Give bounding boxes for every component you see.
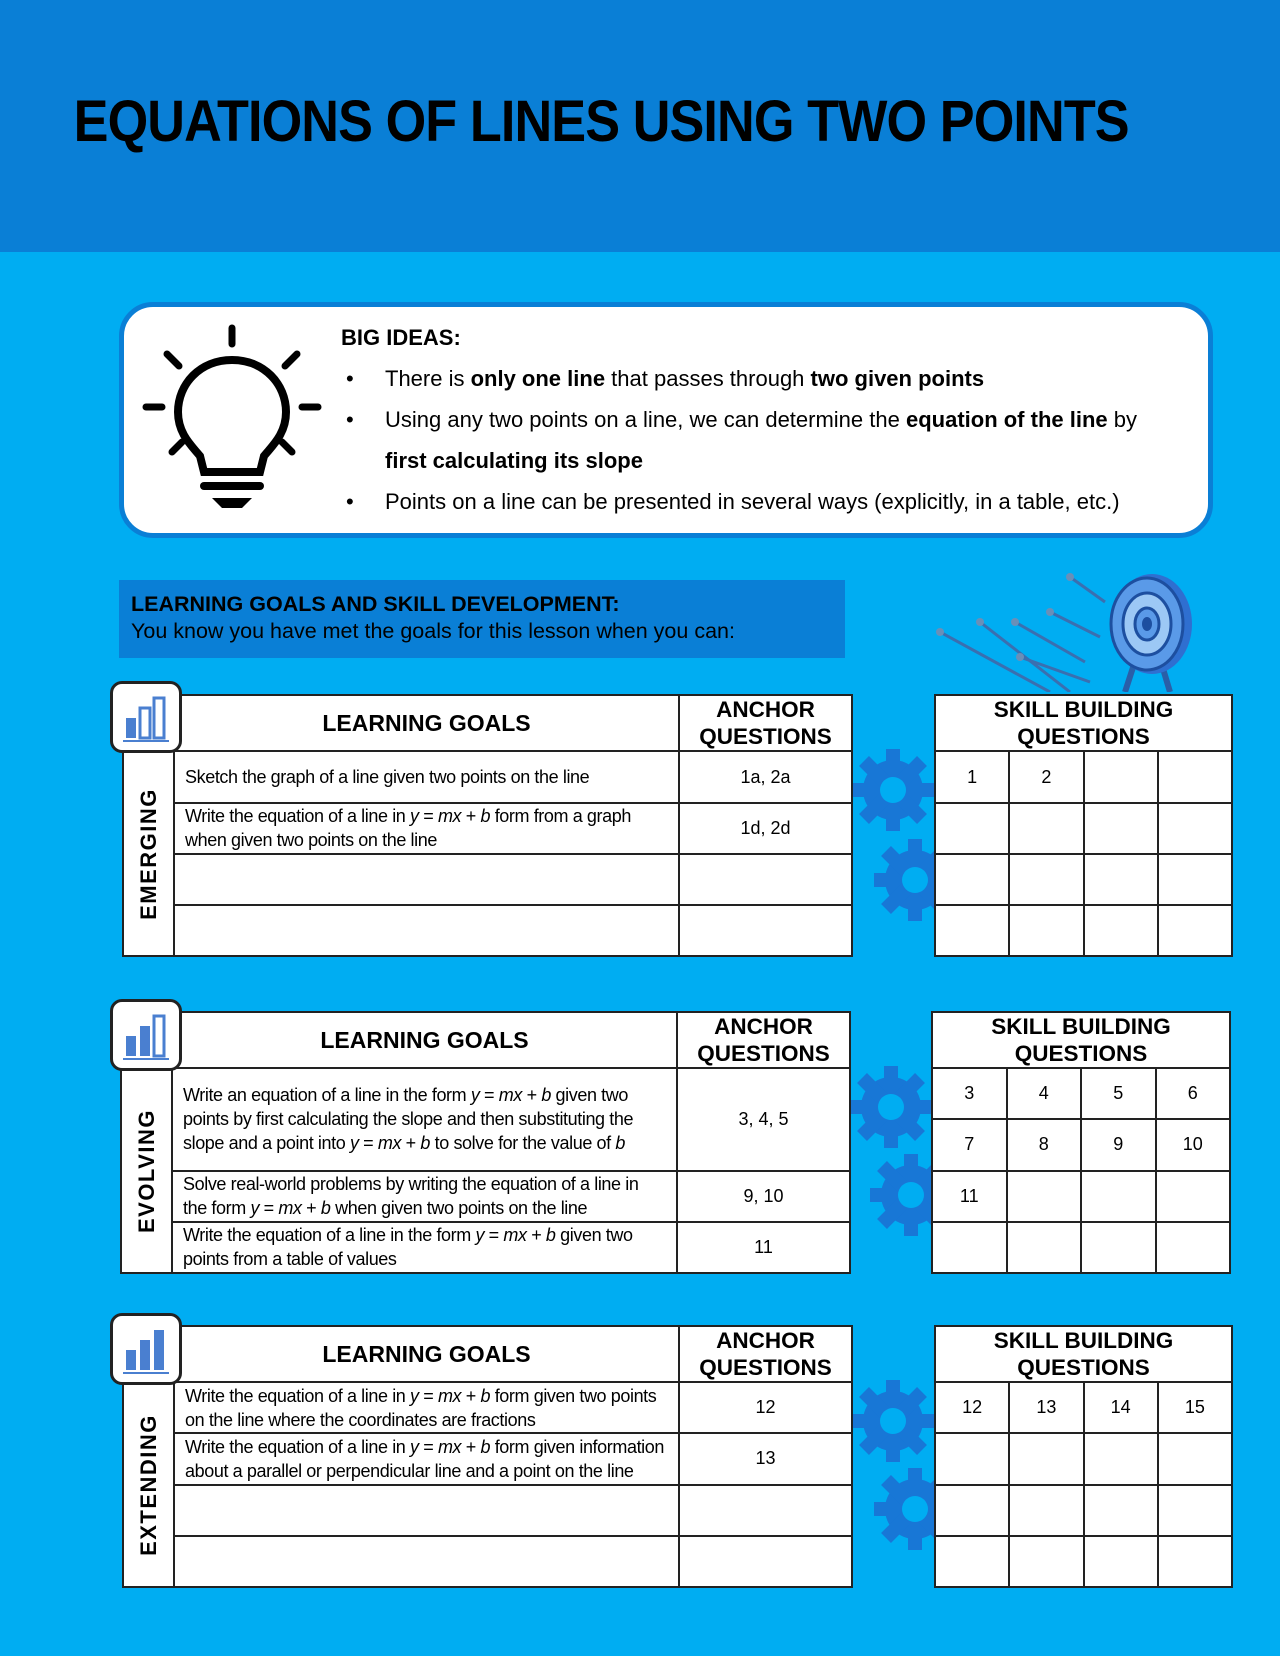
math: mx bbox=[377, 1133, 402, 1154]
math: mx bbox=[503, 1225, 527, 1246]
anchor-questions-header bbox=[679, 1326, 852, 1382]
text: QUESTIONS bbox=[1017, 1355, 1150, 1381]
goal-text: Sketch the graph of a line given two points on the line bbox=[174, 751, 679, 803]
math: y bbox=[250, 1198, 260, 1219]
evolving-skill-table bbox=[931, 1011, 1231, 1274]
text: form given two points bbox=[490, 1385, 657, 1406]
anchor-questions-header bbox=[679, 695, 852, 751]
gear-icon bbox=[848, 745, 938, 835]
text: SKILL BUILDING bbox=[993, 697, 1174, 723]
text: There is bbox=[385, 366, 471, 391]
skill-cell bbox=[1081, 1171, 1156, 1222]
skill-cell: 12 bbox=[935, 1382, 1009, 1433]
text: ANCHOR bbox=[716, 1328, 815, 1354]
skill-cell bbox=[1158, 751, 1232, 803]
math: + bbox=[401, 1133, 421, 1154]
skill-cell: 13 bbox=[1009, 1382, 1083, 1433]
goal-text bbox=[174, 803, 679, 853]
math: = bbox=[484, 1225, 504, 1246]
skill-cell bbox=[1084, 751, 1158, 803]
lightbulb-icon bbox=[142, 322, 322, 512]
bullet-icon: • bbox=[346, 366, 354, 391]
math: b bbox=[320, 1198, 331, 1219]
anchor-value: 11 bbox=[677, 1222, 850, 1273]
skill-cell bbox=[1084, 1485, 1158, 1536]
math: y bbox=[349, 1133, 359, 1154]
emphasis: first calculating its slope bbox=[385, 448, 643, 473]
goal-empty bbox=[174, 1485, 679, 1536]
level-label: EVOLVING bbox=[133, 1108, 159, 1233]
skill-cell: 10 bbox=[1156, 1119, 1231, 1170]
goal-text bbox=[174, 1382, 679, 1433]
skill-building-header bbox=[932, 1012, 1230, 1068]
skill-cell bbox=[1158, 1433, 1232, 1484]
big-idea-item bbox=[341, 481, 1191, 522]
big-ideas-heading: BIG IDEAS: bbox=[341, 325, 461, 350]
skill-cell bbox=[1084, 854, 1158, 905]
big-idea-item bbox=[341, 399, 1191, 481]
text: SKILL BUILDING bbox=[993, 1328, 1174, 1354]
evolving-goals-table bbox=[120, 1011, 851, 1274]
skill-building-header bbox=[935, 1326, 1232, 1382]
big-ideas-list bbox=[341, 358, 1191, 522]
goal-text bbox=[172, 1171, 677, 1222]
skill-cell bbox=[1158, 1536, 1232, 1587]
level-chart-icon bbox=[110, 999, 182, 1071]
skill-cell bbox=[1081, 1222, 1156, 1273]
math: b bbox=[420, 1133, 431, 1154]
anchor-empty bbox=[679, 905, 852, 956]
emphasis: two given points bbox=[810, 366, 985, 391]
math: y bbox=[410, 1436, 419, 1457]
emerging-skill-table bbox=[934, 694, 1233, 957]
skill-cell bbox=[935, 905, 1009, 956]
text: ANCHOR bbox=[714, 1014, 813, 1040]
skill-cell: 4 bbox=[1007, 1068, 1082, 1119]
skill-cell bbox=[1009, 803, 1083, 853]
skill-cell bbox=[935, 1433, 1009, 1484]
emerging-goals-table bbox=[122, 694, 853, 957]
text: Write the equation of a line in bbox=[185, 806, 411, 827]
text: about a parallel or perpendicular line and a point on the line bbox=[185, 1460, 634, 1481]
math: + bbox=[526, 1225, 546, 1246]
skill-cell: 11 bbox=[932, 1171, 1007, 1222]
goal-text bbox=[172, 1068, 677, 1170]
text: ANCHOR bbox=[716, 697, 815, 723]
skill-cell: 6 bbox=[1156, 1068, 1231, 1119]
math: b bbox=[480, 806, 491, 827]
skill-cell: 8 bbox=[1007, 1119, 1082, 1170]
skill-cell: 9 bbox=[1081, 1119, 1156, 1170]
text: QUESTIONS bbox=[1017, 724, 1150, 750]
math: mx bbox=[437, 1385, 462, 1406]
anchor-value: 13 bbox=[679, 1433, 852, 1484]
math: + bbox=[461, 806, 481, 827]
skill-cell bbox=[1084, 1536, 1158, 1587]
banner-subtitle: You know you have met the goals for this lesson when you can: bbox=[131, 619, 735, 643]
math: + bbox=[521, 1085, 542, 1106]
bar-chart-icon bbox=[123, 694, 171, 742]
text: points by first calculating the slope and then substituting the bbox=[183, 1109, 634, 1130]
math: = bbox=[418, 1385, 438, 1406]
extending-goals-table bbox=[122, 1325, 853, 1588]
level-cell-extending bbox=[123, 1382, 174, 1587]
anchor-empty bbox=[679, 854, 852, 905]
skill-cell bbox=[1084, 905, 1158, 956]
text: form from a graph bbox=[490, 806, 631, 827]
math: b bbox=[615, 1133, 625, 1154]
math: = bbox=[358, 1133, 378, 1154]
emphasis: equation of the line bbox=[905, 407, 1108, 432]
skill-cell bbox=[1158, 905, 1232, 956]
text: Points on a line can be presented in several ways (explicitly, in a table, etc.) bbox=[385, 489, 1120, 514]
math: mx bbox=[498, 1085, 522, 1106]
skill-cell: 1 bbox=[935, 751, 1009, 803]
anchor-value: 1d, 2d bbox=[679, 803, 852, 853]
text: slope and a point into bbox=[183, 1133, 350, 1154]
skill-building-header bbox=[935, 695, 1232, 751]
skill-cell bbox=[1007, 1222, 1082, 1273]
math: mx bbox=[437, 1436, 462, 1457]
math: y bbox=[470, 1085, 480, 1106]
learning-goals-header: LEARNING GOALS bbox=[174, 1326, 679, 1382]
skill-cell: 15 bbox=[1158, 1382, 1232, 1433]
text: Solve real-world problems by writing the equation of a line in bbox=[183, 1174, 639, 1195]
text: when given two points on the line bbox=[185, 830, 437, 851]
text: SKILL BUILDING bbox=[991, 1014, 1171, 1040]
text: given two bbox=[550, 1085, 628, 1106]
math: = bbox=[259, 1198, 279, 1219]
text: Write an equation of a line in the form bbox=[183, 1085, 471, 1106]
anchor-value: 3, 4, 5 bbox=[677, 1068, 850, 1170]
text: to solve for the value of bbox=[430, 1133, 616, 1154]
goal-empty bbox=[174, 1536, 679, 1587]
bar-chart-icon bbox=[123, 1012, 171, 1060]
math: + bbox=[461, 1385, 481, 1406]
bullet-icon: • bbox=[346, 407, 354, 432]
goal-empty bbox=[174, 905, 679, 956]
skill-cell bbox=[1009, 854, 1083, 905]
math: + bbox=[301, 1198, 321, 1219]
math: + bbox=[461, 1436, 481, 1457]
text: form given information bbox=[490, 1436, 664, 1457]
bullet-icon: • bbox=[346, 489, 354, 514]
goal-text bbox=[174, 1433, 679, 1484]
math: b bbox=[480, 1385, 491, 1406]
math: b bbox=[545, 1225, 556, 1246]
anchor-empty bbox=[679, 1485, 852, 1536]
math: = bbox=[418, 806, 438, 827]
text: Write the equation of a line in bbox=[185, 1436, 411, 1457]
bar-chart-icon bbox=[123, 1326, 171, 1374]
text: Write the equation of a line in bbox=[185, 1385, 411, 1406]
skill-cell bbox=[1156, 1171, 1231, 1222]
text: QUESTIONS bbox=[699, 724, 832, 750]
text: the form bbox=[183, 1198, 251, 1219]
text: QUESTIONS bbox=[1014, 1041, 1148, 1067]
skill-cell bbox=[932, 1222, 1007, 1273]
skill-cell bbox=[935, 803, 1009, 853]
level-cell-emerging bbox=[123, 751, 174, 956]
skill-cell bbox=[1009, 1485, 1083, 1536]
text: given two bbox=[555, 1225, 633, 1246]
extending-skill-table bbox=[934, 1325, 1233, 1588]
math: b bbox=[480, 1436, 491, 1457]
big-idea-item bbox=[341, 358, 1191, 399]
anchor-questions-header bbox=[677, 1012, 850, 1068]
text: QUESTIONS bbox=[697, 1041, 830, 1067]
anchor-value: 1a, 2a bbox=[679, 751, 852, 803]
math: y bbox=[410, 806, 419, 827]
anchor-value: 9, 10 bbox=[677, 1171, 850, 1222]
level-label: EMERGING bbox=[135, 787, 161, 920]
anchor-value: 12 bbox=[679, 1382, 852, 1433]
target-arrows-icon bbox=[920, 562, 1220, 692]
anchor-empty bbox=[679, 1536, 852, 1587]
banner-heading: LEARNING GOALS AND SKILL DEVELOPMENT: bbox=[131, 592, 620, 616]
skill-cell: 2 bbox=[1009, 751, 1083, 803]
gear-icon bbox=[848, 1376, 938, 1466]
math: mx bbox=[278, 1198, 302, 1219]
math: y bbox=[410, 1385, 419, 1406]
text: Write the equation of a line in the form bbox=[183, 1225, 476, 1246]
math: = bbox=[418, 1436, 438, 1457]
skill-cell bbox=[1009, 1536, 1083, 1587]
learning-goals-banner bbox=[119, 580, 845, 658]
skill-cell: 5 bbox=[1081, 1068, 1156, 1119]
math: = bbox=[479, 1085, 499, 1106]
skill-cell: 14 bbox=[1084, 1382, 1158, 1433]
page-title: EQUATIONS OF LINES USING TWO POINTS bbox=[73, 89, 1129, 154]
goal-empty bbox=[174, 854, 679, 905]
skill-cell bbox=[1156, 1222, 1231, 1273]
skill-cell bbox=[1084, 1433, 1158, 1484]
level-label: EXTENDING bbox=[135, 1413, 161, 1556]
emphasis: only one line bbox=[470, 366, 606, 391]
gear-icon bbox=[846, 1062, 936, 1152]
skill-cell: 7 bbox=[932, 1119, 1007, 1170]
math: b bbox=[541, 1085, 551, 1106]
text: that passes through bbox=[605, 366, 811, 391]
text: when given two points on the line bbox=[330, 1198, 588, 1219]
math: y bbox=[475, 1225, 485, 1246]
level-cell-evolving bbox=[121, 1068, 172, 1273]
skill-cell bbox=[1158, 803, 1232, 853]
math: mx bbox=[437, 806, 462, 827]
skill-cell bbox=[1158, 854, 1232, 905]
learning-goals-header: LEARNING GOALS bbox=[174, 695, 679, 751]
skill-cell bbox=[1009, 905, 1083, 956]
skill-cell bbox=[935, 1485, 1009, 1536]
skill-cell: 3 bbox=[932, 1068, 1007, 1119]
text: points from a table of values bbox=[183, 1249, 397, 1270]
skill-cell bbox=[1084, 803, 1158, 853]
goal-text bbox=[172, 1222, 677, 1273]
level-chart-icon bbox=[110, 1313, 182, 1385]
skill-cell bbox=[1009, 1433, 1083, 1484]
text: on the line where the coordinates are fractions bbox=[185, 1409, 536, 1430]
level-chart-icon bbox=[110, 681, 182, 753]
text: QUESTIONS bbox=[699, 1355, 832, 1381]
skill-cell bbox=[1007, 1171, 1082, 1222]
learning-goals-header: LEARNING GOALS bbox=[172, 1012, 677, 1068]
text: Using any two points on a line, we can determine the bbox=[385, 407, 906, 432]
skill-cell bbox=[1158, 1485, 1232, 1536]
skill-cell bbox=[935, 854, 1009, 905]
skill-cell bbox=[935, 1536, 1009, 1587]
text: by bbox=[1107, 407, 1137, 432]
